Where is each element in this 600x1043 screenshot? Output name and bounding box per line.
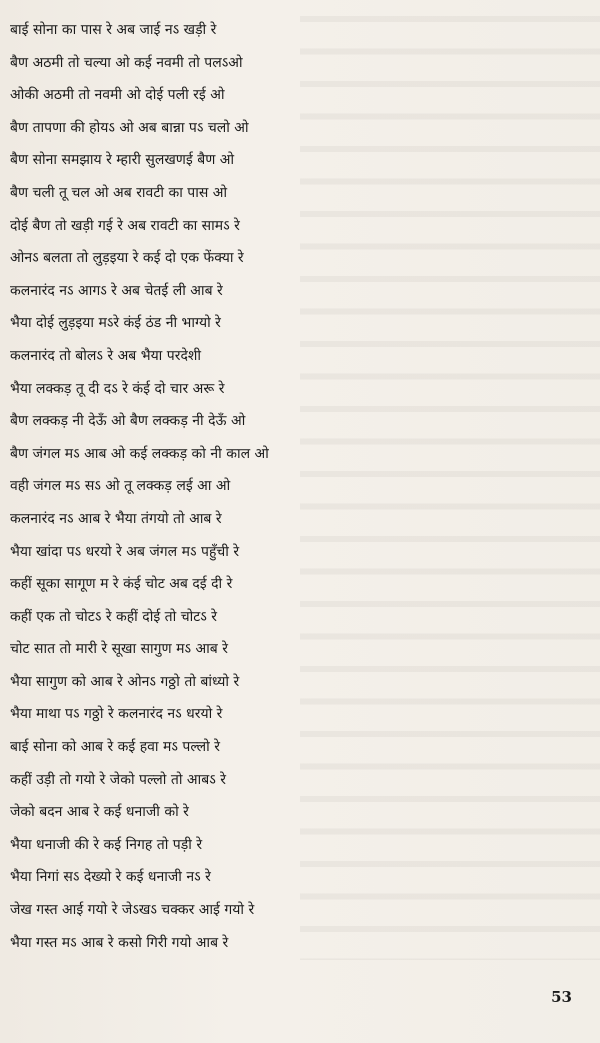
poem-line: बाई सोना को आब रे कई हवा मऽ पल्लो रे xyxy=(10,739,220,756)
poem-line: वही जंगल मऽ सऽ ओ तू लक्कड़ लई आ ओ xyxy=(10,478,231,495)
poem-line: कहीं सूका सागूण म रे कंई चोट अब दई दी रे xyxy=(10,576,233,593)
poem-line: ओकी अठमी तो नवमी ओ दोई पली रई ओ xyxy=(10,87,225,104)
poem-line: ओनऽ बलता तो लुड़इया रे कई दो एक फेंक्या रे xyxy=(10,250,244,267)
poem-line: भैया माथा पऽ गठ्ठो रे कलनारंद नऽ धरयो रे xyxy=(10,706,223,723)
poem-line: कलनारंद तो बोलऽ रे अब भैया परदेशी xyxy=(10,347,202,364)
poem-line: बैण सोना समझाय रे म्हारी सुलखणई बैण ओ xyxy=(10,152,235,169)
poem-line: भैया लक्कड़ तू दी दऽ रे कंई दो चार अरू रे xyxy=(10,380,225,397)
poem-line: बैण अठमी तो चल्या ओ कई नवमी तो पलऽओ xyxy=(10,54,243,71)
poem-line: बैण तापणा की होयऽ ओ अब बान्ना पऽ चलो ओ xyxy=(10,119,249,136)
poem-line: भैया धनाजी की रे कई निगह तो पड़ी रे xyxy=(10,836,203,853)
page-number: 53 xyxy=(551,988,572,1006)
poem-line: जेको बदन आब रे कई धनाजी को रे xyxy=(10,804,189,821)
poem-line: बैण लक्कड़ नी देऊँ ओ बैण लक्कड़ नी देऊँ ओ xyxy=(10,413,246,430)
poem-line: भैया गस्त मऽ आब रे कसो गिरी गयो आब रे xyxy=(10,934,229,951)
poem-line: भैया दोई लुड़इया मऽरे कंई ठंड नी भाग्यो रे xyxy=(10,315,221,332)
poem-line: भैया खांदा पऽ धरयो रे अब जंगल मऽ पहुँची रे xyxy=(10,543,240,560)
poem-line: दोई बैण तो खड़ी गई रे अब रावटी का सामऽ रे xyxy=(10,217,240,234)
poem-line: जेख गस्त आई गयो रे जेऽखऽ चक्कर आई गयो रे xyxy=(10,902,255,919)
poem-line: भैया निगां सऽ देख्यो रे कई धनाजी नऽ रे xyxy=(10,869,211,886)
poem-line: भैया सागुण को आब रे ओनऽ गठ्ठो तो बांध्यो रे xyxy=(10,673,240,690)
poem-line: बैण जंगल मऽ आब ओ कई लक्कड़ को नी काल ओ xyxy=(10,445,269,462)
poem-lines xyxy=(10,14,360,959)
poem-line: चोट सात तो मारी रे सूखा सागुण मऽ आब रे xyxy=(10,641,228,658)
poem-line: बाई सोना का पास रे अब जाई नऽ खड़ी रे xyxy=(10,22,217,38)
poem-line: कहीं उड़ी तो गयो रे जेको पल्लो तो आबऽ रे xyxy=(10,771,226,788)
poem-line: कहीं एक तो चोटऽ रे कहीं दोई तो चोटऽ रे xyxy=(10,608,217,625)
poem-line: बैण चली तू चल ओ अब रावटी का पास ओ xyxy=(10,184,228,201)
poem-line: कलनारंद नऽ आगऽ रे अब चेतई ली आब रे xyxy=(10,282,223,299)
poem-line: कलनारंद नऽ आब रे भैया तंगयो तो आब रे xyxy=(10,510,222,527)
